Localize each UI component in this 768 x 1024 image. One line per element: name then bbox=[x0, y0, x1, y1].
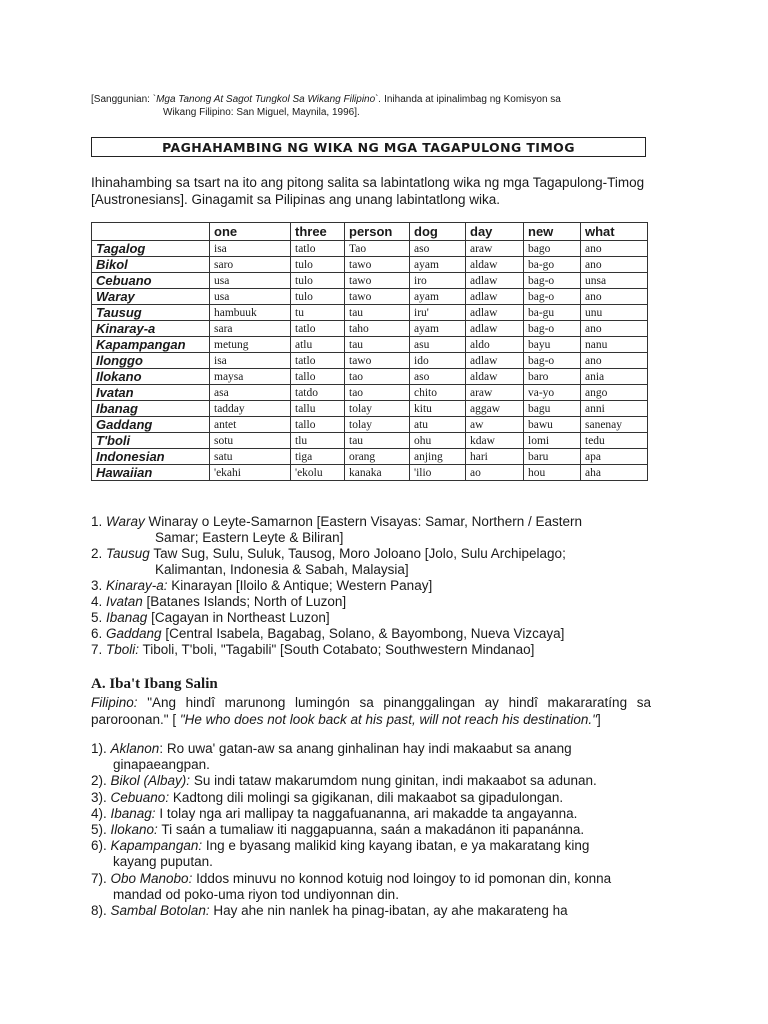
note-text: [Central Isabela, Bagabag, Solano, & Bayombong, Nueva Vizcaya] bbox=[161, 626, 565, 641]
translation-number: 7). bbox=[91, 870, 111, 886]
word-cell: tiga bbox=[291, 449, 345, 465]
language-name: Kinaray-a bbox=[92, 321, 210, 337]
word-cell: iru' bbox=[410, 305, 466, 321]
word-cell: isa bbox=[210, 241, 291, 257]
translation-number: 2). bbox=[91, 773, 111, 789]
word-cell: bago bbox=[524, 241, 581, 257]
translation-text-continued: mandad od poko-uma riyon tod undiyonnan din. bbox=[113, 886, 399, 902]
table-row bbox=[92, 273, 648, 289]
word-cell: 'ekahi bbox=[210, 465, 291, 481]
source-line-1: [Sanggunian: `Mga Tanong At Sagot Tungkol Sa Wikang Filipino`. Inihanda at ipinalimbag ng Komisyon sa bbox=[91, 94, 561, 105]
table-row bbox=[92, 305, 648, 321]
translation-number: 5). bbox=[91, 822, 111, 838]
word-cell: ba-gu bbox=[524, 305, 581, 321]
column-header: what bbox=[581, 223, 648, 241]
table-row bbox=[92, 433, 648, 449]
section-title: A. Iba't Ibang Salin bbox=[91, 676, 218, 692]
translation-text-continued: ginapaeangpan. bbox=[113, 757, 210, 773]
table-row bbox=[92, 385, 648, 401]
note-text: [Cagayan in Northeast Luzon] bbox=[147, 610, 330, 625]
english-translation: "He who does not look back at his past, will not reach his destination." bbox=[179, 712, 597, 727]
table-row bbox=[92, 289, 648, 305]
word-cell: orang bbox=[345, 449, 410, 465]
translation-text: I tolay nga ari mallipay ta naggafuananna, ari makadde ta angayanna. bbox=[159, 805, 578, 821]
translation-list bbox=[91, 741, 671, 919]
word-cell: anjing bbox=[410, 449, 466, 465]
word-cell: apa bbox=[581, 449, 648, 465]
word-cell: tatlo bbox=[291, 353, 345, 369]
word-cell: tadday bbox=[210, 401, 291, 417]
word-cell: lomi bbox=[524, 433, 581, 449]
translation-item bbox=[91, 903, 671, 919]
language-name: Waray bbox=[92, 289, 210, 305]
page-heading: PAGHAHAMBING NG WIKA NG MGA TAGAPULONG TIMOG bbox=[91, 137, 646, 157]
column-header: one bbox=[210, 223, 291, 241]
note-text-continued: Samar; Eastern Leyte & Biliran] bbox=[155, 530, 344, 545]
word-cell: antet bbox=[210, 417, 291, 433]
table-row bbox=[92, 257, 648, 273]
word-cell: bagu bbox=[524, 401, 581, 417]
note-text: Tiboli, T'boli, "Tagabili" [South Cotabato; Southwestern Mindanao] bbox=[139, 642, 535, 657]
translation-language: Kapampangan: bbox=[110, 838, 203, 854]
note-text: [Batanes Islands; North of Luzon] bbox=[142, 594, 347, 609]
word-cell: ayam bbox=[410, 257, 466, 273]
language-name: Bikol bbox=[92, 257, 210, 273]
translation-item bbox=[91, 790, 671, 806]
translation-number: 4). bbox=[91, 805, 111, 821]
word-cell: metung bbox=[210, 337, 291, 353]
translation-text: Su indi tataw makarumdom nung ginitan, indi makaabot sa adunan. bbox=[193, 773, 597, 789]
column-header: new bbox=[524, 223, 581, 241]
word-cell: satu bbox=[210, 449, 291, 465]
note-language: Gaddang bbox=[106, 626, 162, 641]
note-language: Waray bbox=[106, 514, 145, 529]
note-item bbox=[91, 642, 671, 658]
word-cell: baru bbox=[524, 449, 581, 465]
translation-item bbox=[91, 871, 671, 903]
word-cell: 'ilio bbox=[410, 465, 466, 481]
note-item bbox=[91, 626, 671, 642]
language-name: Kapampangan bbox=[92, 337, 210, 353]
word-cell: tawo bbox=[345, 257, 410, 273]
word-cell: ano bbox=[581, 257, 648, 273]
word-cell: aldo bbox=[466, 337, 524, 353]
word-cell: baro bbox=[524, 369, 581, 385]
word-cell: bag-o bbox=[524, 321, 581, 337]
table-row bbox=[92, 401, 648, 417]
translation-number: 6). bbox=[91, 838, 111, 854]
word-cell: kitu bbox=[410, 401, 466, 417]
word-cell: aldaw bbox=[466, 369, 524, 385]
word-cell: ania bbox=[581, 369, 648, 385]
word-cell: tao bbox=[345, 369, 410, 385]
translation-language: Bikol (Albay): bbox=[110, 773, 191, 789]
table-row bbox=[92, 337, 648, 353]
translation-number: 1). bbox=[91, 741, 111, 756]
note-item bbox=[91, 546, 671, 578]
table-row bbox=[92, 449, 648, 465]
translation-language: Sambal Botolan: bbox=[110, 903, 210, 919]
word-cell: unu bbox=[581, 305, 648, 321]
word-cell: aha bbox=[581, 465, 648, 481]
word-cell: tau bbox=[345, 433, 410, 449]
word-cell: anni bbox=[581, 401, 648, 417]
word-cell: tatdo bbox=[291, 385, 345, 401]
word-cell: ba-go bbox=[524, 257, 581, 273]
word-cell: tau bbox=[345, 337, 410, 353]
word-cell: tallo bbox=[291, 417, 345, 433]
word-cell: asa bbox=[210, 385, 291, 401]
table-header-row bbox=[92, 223, 648, 241]
source-line-2: Wikang Filipino: San Miguel, Maynila, 1996]. bbox=[163, 107, 360, 118]
word-cell: sanenay bbox=[581, 417, 648, 433]
table-row bbox=[92, 321, 648, 337]
word-cell: Tao bbox=[345, 241, 410, 257]
word-cell: tawo bbox=[345, 289, 410, 305]
word-cell: aso bbox=[410, 369, 466, 385]
table-row bbox=[92, 353, 648, 369]
word-cell: adlaw bbox=[466, 305, 524, 321]
word-cell: va-yo bbox=[524, 385, 581, 401]
column-header: person bbox=[345, 223, 410, 241]
word-cell: bawu bbox=[524, 417, 581, 433]
word-cell: ao bbox=[466, 465, 524, 481]
word-cell: hari bbox=[466, 449, 524, 465]
word-cell: adlaw bbox=[466, 353, 524, 369]
translation-item bbox=[91, 773, 671, 789]
word-cell: tulo bbox=[291, 273, 345, 289]
word-cell: aldaw bbox=[466, 257, 524, 273]
word-cell: usa bbox=[210, 273, 291, 289]
column-header: three bbox=[291, 223, 345, 241]
language-name: Tausug bbox=[92, 305, 210, 321]
word-cell: asu bbox=[410, 337, 466, 353]
language-name: Ilonggo bbox=[92, 353, 210, 369]
translation-text: Ti saán a tumaliaw iti naggapuanna, saán a makadánon iti papanánna. bbox=[161, 822, 585, 838]
word-cell: adlaw bbox=[466, 321, 524, 337]
word-cell: bag-o bbox=[524, 273, 581, 289]
word-cell: bag-o bbox=[524, 289, 581, 305]
note-number: 4. bbox=[91, 594, 107, 609]
language-name: Ibanag bbox=[92, 401, 210, 417]
language-name: Hawaiian bbox=[92, 465, 210, 481]
word-cell: bag-o bbox=[524, 353, 581, 369]
note-language: Ivatan bbox=[106, 594, 143, 609]
filipino-proverb: Filipino: "Ang hindî marunong lumingón sa pinanggalingan ay hindî makararatíng sa paroroonan." [ "He who does not look back at his past, will not reach his destination."] bbox=[91, 695, 651, 727]
word-cell: hou bbox=[524, 465, 581, 481]
column-header: day bbox=[466, 223, 524, 241]
translation-language: Obo Manobo: bbox=[110, 870, 193, 886]
word-cell: ano bbox=[581, 353, 648, 369]
translation-number: 8). bbox=[91, 903, 111, 919]
word-cell: atlu bbox=[291, 337, 345, 353]
translation-text: Kadtong dili molingi sa gigikanan, dili makaabot sa gipadulongan. bbox=[172, 789, 564, 805]
word-cell: tatlo bbox=[291, 321, 345, 337]
note-text: Taw Sug, Sulu, Suluk, Tausog, Moro Joloano [Jolo, Sulu Archipelago; bbox=[149, 546, 566, 561]
note-item bbox=[91, 514, 671, 546]
note-text: Kinarayan [Iloilo & Antique; Western Panay] bbox=[167, 578, 433, 593]
note-item bbox=[91, 610, 671, 626]
word-cell: isa bbox=[210, 353, 291, 369]
word-cell: ido bbox=[410, 353, 466, 369]
table-row bbox=[92, 369, 648, 385]
word-cell: maysa bbox=[210, 369, 291, 385]
language-name: Gaddang bbox=[92, 417, 210, 433]
corner-cell bbox=[92, 223, 210, 241]
word-cell: ango bbox=[581, 385, 648, 401]
translation-language: Aklanon bbox=[110, 741, 160, 756]
word-cell: bayu bbox=[524, 337, 581, 353]
word-cell: tu bbox=[291, 305, 345, 321]
table-row bbox=[92, 465, 648, 481]
word-cell: saro bbox=[210, 257, 291, 273]
intro-paragraph: Ihinahambing sa tsart na ito ang pitong salita sa labintatlong wika ng mga Tagapulong-Timog [Austronesians]. Ginagamit sa Pilipinas ang unang labintatlong wika. bbox=[91, 175, 645, 207]
language-name: Ivatan bbox=[92, 385, 210, 401]
word-cell: tawo bbox=[345, 273, 410, 289]
word-cell: ohu bbox=[410, 433, 466, 449]
word-cell: tedu bbox=[581, 433, 648, 449]
language-notes bbox=[91, 514, 671, 658]
word-cell: sara bbox=[210, 321, 291, 337]
column-header: dog bbox=[410, 223, 466, 241]
word-cell: aggaw bbox=[466, 401, 524, 417]
translation-item bbox=[91, 838, 671, 870]
word-cell: aso bbox=[410, 241, 466, 257]
note-language: Tboli: bbox=[106, 642, 140, 657]
word-cell: iro bbox=[410, 273, 466, 289]
word-cell: ano bbox=[581, 321, 648, 337]
note-language: Kinaray-a: bbox=[106, 578, 168, 593]
translation-item bbox=[91, 822, 671, 838]
note-item bbox=[91, 594, 671, 610]
note-item bbox=[91, 578, 671, 594]
word-cell: aw bbox=[466, 417, 524, 433]
word-cell: tawo bbox=[345, 353, 410, 369]
word-cell: ano bbox=[581, 241, 648, 257]
word-cell: tolay bbox=[345, 401, 410, 417]
translation-text: Iddos minuvu no konnod kotuig nod loingoy to id pomonan din, konna bbox=[196, 870, 612, 886]
note-number: 7. bbox=[91, 642, 107, 657]
note-text: Winaray o Leyte-Samarnon [Eastern Visayas: Samar, Northern / Eastern bbox=[144, 514, 582, 529]
word-cell: chito bbox=[410, 385, 466, 401]
translation-item bbox=[91, 806, 671, 822]
translation-language: Cebuano: bbox=[110, 789, 170, 805]
language-name: Indonesian bbox=[92, 449, 210, 465]
comparison-table bbox=[91, 222, 648, 481]
word-cell: 'ekolu bbox=[291, 465, 345, 481]
word-cell: kdaw bbox=[466, 433, 524, 449]
translation-text-continued: kayang puputan. bbox=[113, 854, 213, 870]
word-cell: ayam bbox=[410, 321, 466, 337]
word-cell: tulo bbox=[291, 257, 345, 273]
language-name: T'boli bbox=[92, 433, 210, 449]
word-cell: araw bbox=[466, 385, 524, 401]
note-language: Tausug bbox=[106, 546, 150, 561]
translation-language: Ilokano: bbox=[110, 822, 158, 838]
word-cell: hambuuk bbox=[210, 305, 291, 321]
table-row bbox=[92, 241, 648, 257]
translation-item bbox=[91, 741, 671, 773]
word-cell: tolay bbox=[345, 417, 410, 433]
translation-text: Hay ahe nin nanlek ha pinag-ibatan, ay ahe makarateng ha bbox=[213, 903, 568, 919]
note-language: Ibanag bbox=[106, 610, 148, 625]
translation-separator: : bbox=[159, 741, 167, 756]
note-number: 6. bbox=[91, 626, 107, 641]
note-number: 3. bbox=[91, 578, 107, 593]
word-cell: tulo bbox=[291, 289, 345, 305]
language-name: Ilokano bbox=[92, 369, 210, 385]
table-row bbox=[92, 417, 648, 433]
word-cell: unsa bbox=[581, 273, 648, 289]
translation-language: Ibanag: bbox=[110, 805, 156, 821]
language-name: Tagalog bbox=[92, 241, 210, 257]
note-number: 1. bbox=[91, 514, 107, 529]
word-cell: kanaka bbox=[345, 465, 410, 481]
word-cell: nanu bbox=[581, 337, 648, 353]
note-text-continued: Kalimantan, Indonesia & Sabah, Malaysia] bbox=[155, 562, 409, 577]
source-title: Mga Tanong At Sagot Tungkol Sa Wikang Filipino`. bbox=[156, 94, 382, 105]
language-name: Cebuano bbox=[92, 273, 210, 289]
word-cell: araw bbox=[466, 241, 524, 257]
word-cell: ano bbox=[581, 289, 648, 305]
word-cell: atu bbox=[410, 417, 466, 433]
word-cell: tatlo bbox=[291, 241, 345, 257]
word-cell: ayam bbox=[410, 289, 466, 305]
translation-number: 3). bbox=[91, 789, 111, 805]
word-cell: tau bbox=[345, 305, 410, 321]
note-number: 5. bbox=[91, 610, 107, 625]
note-number: 2. bbox=[91, 546, 107, 561]
translation-text: Ing e byasang malikid king kayang ibatan, e ya makaratang king bbox=[205, 838, 590, 854]
table-body bbox=[92, 241, 648, 481]
source-citation bbox=[91, 93, 561, 119]
translation-text: Ro uwa' gatan-aw sa anang ginhalinan hay indi makaabut sa anang bbox=[166, 741, 572, 756]
word-cell: sotu bbox=[210, 433, 291, 449]
word-cell: taho bbox=[345, 321, 410, 337]
filipino-label: Filipino: bbox=[91, 695, 138, 710]
word-cell: tlu bbox=[291, 433, 345, 449]
word-cell: adlaw bbox=[466, 289, 524, 305]
word-cell: adlaw bbox=[466, 273, 524, 289]
word-cell: tallu bbox=[291, 401, 345, 417]
word-cell: tao bbox=[345, 385, 410, 401]
word-cell: tallo bbox=[291, 369, 345, 385]
word-cell: usa bbox=[210, 289, 291, 305]
